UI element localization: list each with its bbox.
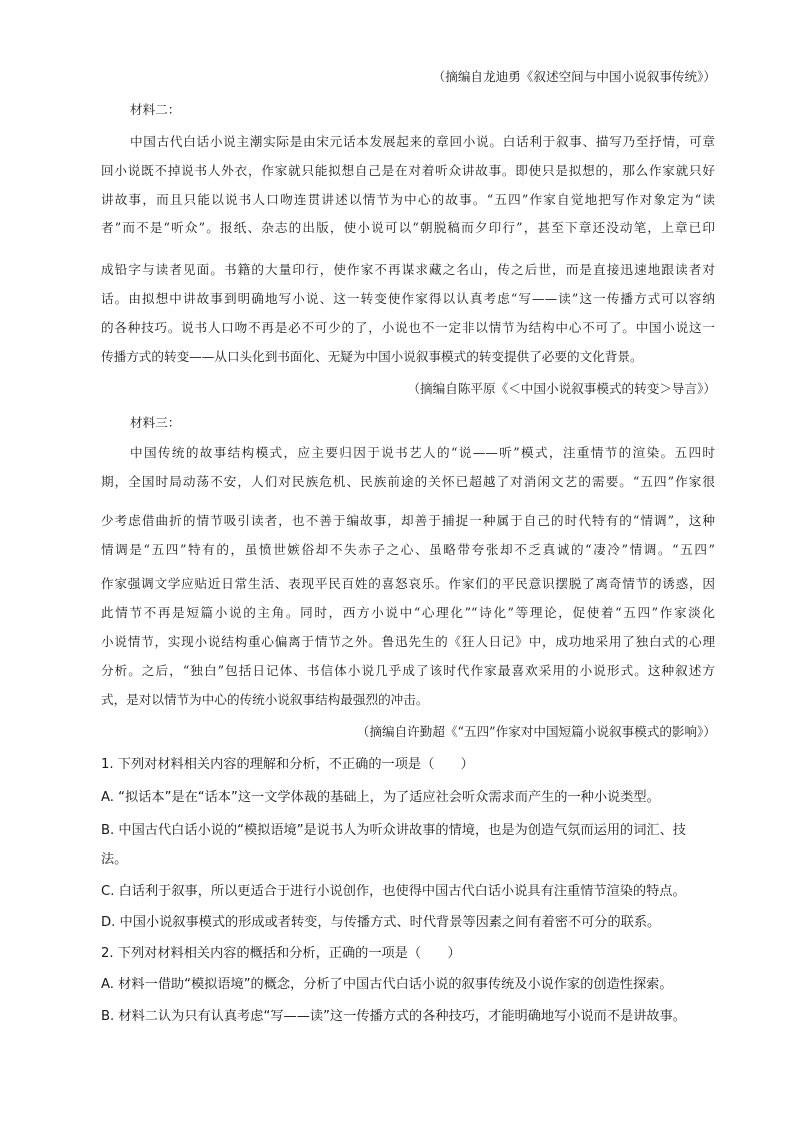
material-2-line-4: 者”而不是“听众”。报纸、杂志的出版，使小说可以“朝脱稿而夕印行”，甚至下章还没动笔，上章已印: [101, 220, 715, 235]
material-2-line-8: 传播方式的转变——从口头化到书面化、无疑为中国小说叙事模式的转变提供了必要的文化背景。: [101, 349, 643, 364]
material-2-line-7: 的各种技巧。说书人口吻不再是必不可少的了，小说也不一定非以情节为结构中心不可了。中国小说这一: [101, 320, 715, 335]
material-3-line-2: 期，全国时局动荡不安，人们对民族危机、民族前途的关怀已超越了对消闲文艺的需要。“五四”作家很: [101, 474, 715, 489]
material-3-line-5: 作家强调文学应贴近日常生活、表现平民百姓的喜怒哀乐。作家们的平民意识摆脱了离奇情节的诱惑，因: [101, 576, 715, 591]
material-2-label: 材料二：: [130, 102, 181, 117]
material-2-line-2: 回小说既不掉说书人外衣，作家就只能拟想自己是在对着听众讲故事。即使只是拟想的，那么作家就只好: [101, 163, 715, 178]
material-3-label: 材料三：: [130, 415, 181, 430]
source-citation-2: （摘编自陈平原《＜中国小说叙事模式的转变＞导言》）: [407, 381, 716, 396]
material-3-line-3: 少考虑借曲折的情节吸引读者，也不善于编故事，却善于捕捉一种属于自己的时代特有的“情调”，这种: [101, 513, 715, 528]
material-2-line-3: 讲故事，而且只能以说书人口吻连贯讲述以情节为中心的故事。“五四”作家自觉地把写作对象定为“读: [101, 192, 715, 207]
question-1-option-c: C. 白话利于叙事，所以更适合于进行小说创作，也使得中国古代白话小说具有注重情节渲染的特点。: [101, 884, 686, 899]
material-3-line-6: 此情节不再是短篇小说的主角。同时，西方小说中“心理化”“诗化”等理论，促使着“五四”作家淡化: [101, 605, 715, 620]
question-2-stem: 2. 下列对材料相关内容的概括和分析，正确的一项是（ ）: [101, 946, 461, 961]
material-3-line-4: 情调是“五四”特有的，虽愤世嫉俗却不失赤子之心、虽略带夸张却不乏真诚的“凄冷”情调。“五四”: [101, 542, 715, 557]
material-3-line-1: 中国传统的故事结构模式，应主要归因于说书艺人的“说——听”模式，注重情节的渲染。五四时: [130, 445, 715, 460]
question-2-option-b: B. 材料二认为只有认真考虑“写——读”这一传播方式的各种技巧，才能明确地写小说而不是讲故事。: [101, 1009, 686, 1024]
question-2-option-a: A. 材料一借助“模拟语境”的概念，分析了中国古代白话小说的叙事传统及小说作家的创造性探索。: [101, 977, 673, 992]
material-2-line-5: 成铅字与读者见面。书籍的大量印行，使作家不再谋求藏之名山，传之后世，而是直接迅速地跟读者对: [101, 262, 715, 277]
material-3-line-8: 分析。之后，“独白”包括日记体、书信体小说几乎成了该时代作家最喜欢采用的小说形式。这种叙述方: [101, 663, 715, 678]
source-citation-1: （摘编自龙迪勇《叙述空间与中国小说叙事传统》）: [432, 69, 716, 84]
source-citation-3: （摘编自许勤超《“五四”作家对中国短篇小说叙事模式的影响》）: [356, 724, 716, 739]
material-2-line-6: 话。由拟想中讲故事到明确地写小说、这一转变使作家得以认真考虑“写——读”这一传播方式可以容纳: [101, 291, 715, 306]
question-1-option-b-cont: 法。: [101, 852, 128, 867]
question-1-option-d: D. 中国小说叙事模式的形成或者转变，与传播方式、时代背景等因素之间有着密不可分的联系。: [101, 915, 661, 930]
question-1-option-a: A. “拟话本”是在“话本”这一文学体裁的基础上，为了适应社会听众需求而产生的一种小说类型。: [101, 790, 660, 805]
material-3-line-7: 小说情节，实现小说结构重心偏离于情节之外。鲁迅先生的《狂人日记》中，成功地采用了独白式的心理: [101, 634, 715, 649]
material-2-line-1: 中国古代白话小说主潮实际是由宋元话本发展起来的章回小说。白话利于叙事、描写乃至抒情，可章: [130, 134, 715, 149]
question-1-stem: 1. 下列对材料相关内容的理解和分析，不正确的一项是（ ）: [101, 757, 474, 772]
material-3-line-9: 式，是对以情节为中心的传统小说叙事结构最强烈的冲击。: [101, 692, 429, 707]
question-1-option-b: B. 中国古代白话小说的“模拟语境”是说书人为听众讲故事的情境，也是为创造气氛而运用的词汇、技: [101, 823, 686, 838]
